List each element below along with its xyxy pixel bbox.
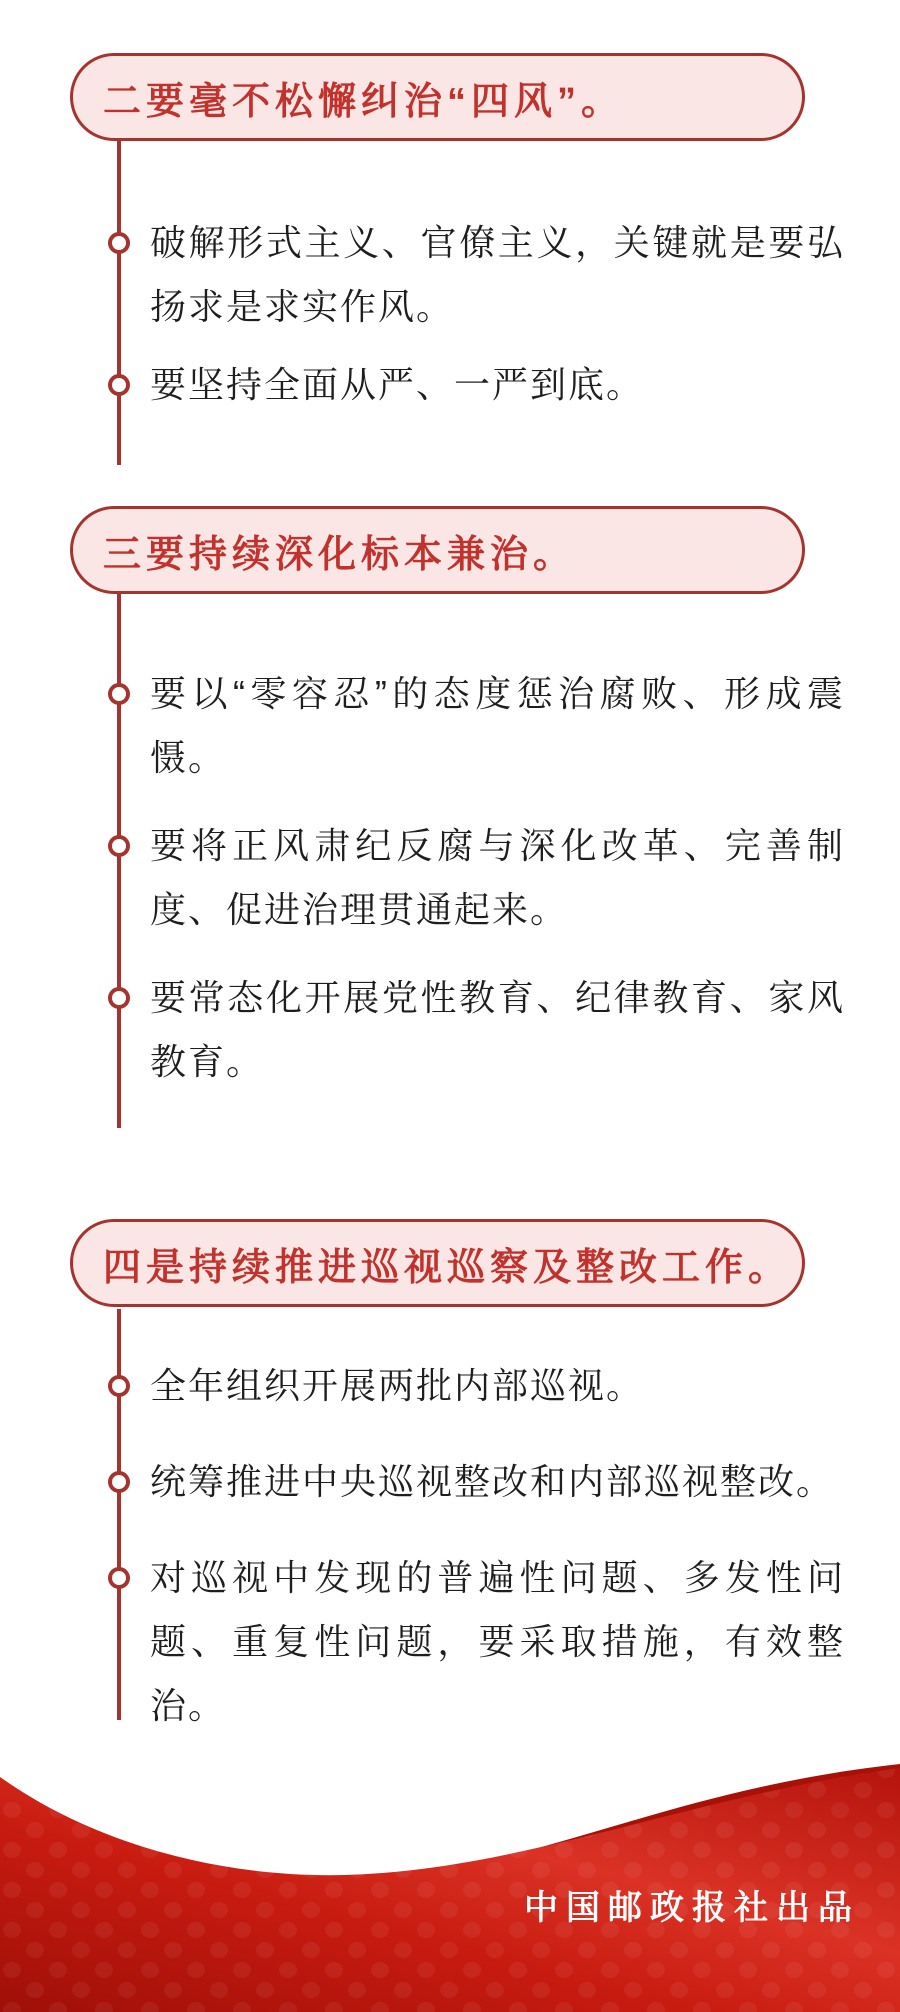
section-3-title: 四是持续推进巡视巡察及整改工作。: [103, 1246, 792, 1289]
bullet-marker: [108, 987, 130, 1009]
timeline-line-1: [117, 141, 121, 465]
list-item: 对巡视中发现的普遍性问题、多发性问题、重复性问题，要采取措施，有效整治。: [150, 1557, 845, 1726]
bullet-marker: [108, 232, 130, 254]
bullet-marker: [108, 1567, 130, 1589]
timeline-line-3: [117, 1309, 121, 1720]
bullet-marker: [108, 374, 130, 396]
bullet-marker: [108, 1471, 130, 1493]
bullet-marker: [108, 683, 130, 705]
list-item: 要常态化开展党性教育、纪律教育、家风教育。: [150, 977, 845, 1082]
list-item: 全年组织开展两批内部巡视。: [150, 1365, 645, 1406]
section-1-title: 二要毫不松懈纠治“四风”。: [103, 80, 625, 123]
list-item: 要坚持全面从严、一严到底。: [150, 364, 645, 405]
bullet-marker: [108, 1375, 130, 1397]
list-item: 统筹推进中央巡视整改和内部巡视整改。: [150, 1461, 835, 1502]
bullet-marker: [108, 835, 130, 857]
section-2-title: 三要持续深化标本兼治。: [103, 533, 577, 576]
footer-credit: 中国邮政报社出品: [524, 1889, 860, 1927]
timeline-line-2: [117, 594, 121, 1128]
list-item: 要将正风肃纪反腐与深化改革、完善制度、促进治理贯通起来。: [150, 825, 845, 930]
section-1-header: [70, 53, 805, 141]
list-item: 破解形式主义、官僚主义，关键就是要弘扬求是求实作风。: [150, 222, 845, 327]
section-2-header: [70, 506, 805, 594]
section-3-header: [70, 1219, 805, 1307]
list-item: 要以“零容忍”的态度惩治腐败、形成震慑。: [150, 673, 845, 778]
